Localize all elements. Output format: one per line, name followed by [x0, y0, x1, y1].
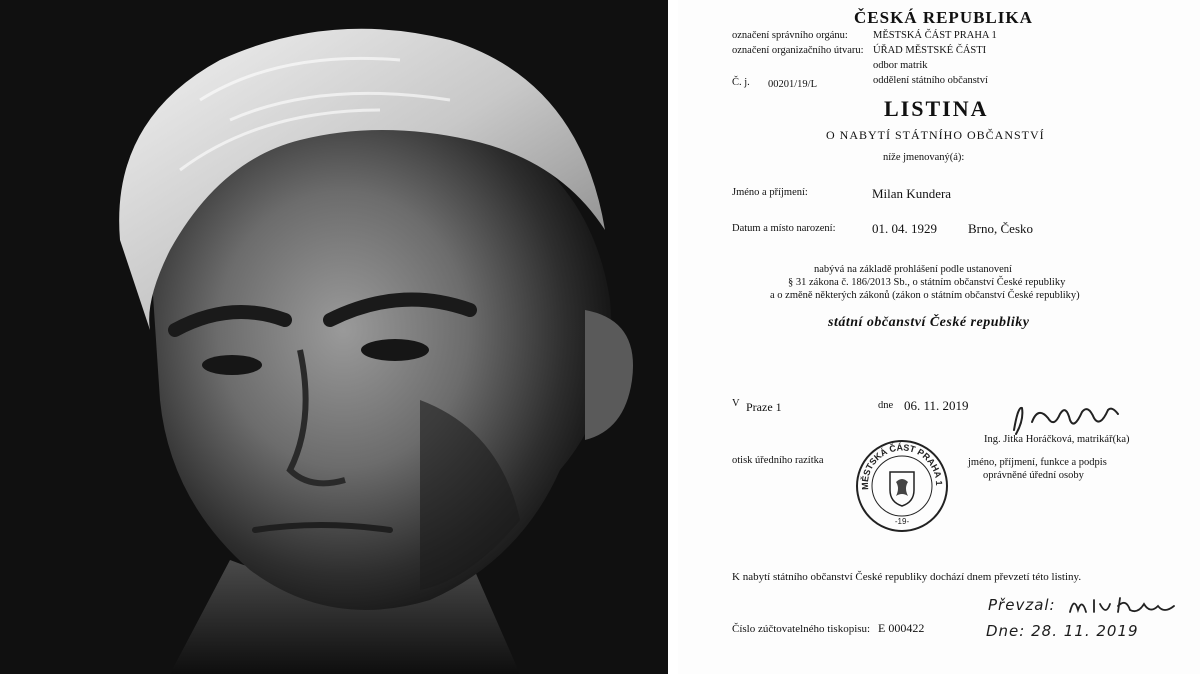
place-label: V [732, 398, 740, 409]
legal-basis-line-2: § 31 zákona č. 186/2013 Sb., o státním občanství České republiky [788, 277, 1066, 288]
acquisition-note: K nabytí státního občanství České republiky dochází dnem převzetí této listiny. [732, 571, 1082, 583]
unit-label: označení organizačního útvaru: [732, 45, 864, 56]
issue-date: 06. 11. 2019 [904, 398, 969, 413]
legal-basis-line-3: a o změně některých zákonů (zákon o státním občanství České republiky) [770, 290, 1080, 301]
recipient-signature [1066, 592, 1186, 620]
received-by-label: Převzal: [988, 596, 1056, 614]
place-value: Praze 1 [746, 400, 782, 414]
citizenship-certificate [678, 0, 1200, 674]
legal-basis-line-1: nabývá na základě prohlášení podle ustanovení [814, 264, 1012, 275]
date-label: dne [878, 400, 894, 411]
citizenship-granted: státní občanství České republiky [828, 315, 1030, 330]
authority-value: MĚSTSKÁ ČÁST PRAHA 1 [873, 30, 997, 41]
svg-text:-19-: -19- [894, 517, 910, 526]
official-stamp [854, 438, 950, 534]
authority-label: označení správního orgánu: [732, 30, 848, 41]
form-number-label: Číslo zúčtovatelného tiskopisu: [732, 623, 871, 635]
birth-date: 01. 04. 1929 [872, 221, 937, 236]
unit-value: ÚŘAD MĚSTSKÉ ČÁSTI [873, 45, 987, 56]
form-number-value: E 000422 [878, 621, 925, 635]
name-label: Jméno a příjmení: [732, 187, 808, 198]
unit-department: odbor matrik [873, 60, 928, 71]
unit-section: oddělení státního občanství [873, 75, 988, 86]
official-caption-line-1: jméno, příjmení, funkce a podpis [968, 457, 1107, 468]
document-title: LISTINA [884, 96, 989, 121]
birth-label: Datum a místo narození: [732, 223, 836, 234]
official-name: Ing. Jitka Horáčková, matrikář(ka) [984, 434, 1130, 445]
name-value: Milan Kundera [872, 186, 952, 201]
received-date: Dne: 28. 11. 2019 [986, 622, 1139, 640]
reference-label: Č. j. [732, 77, 750, 88]
document-subtitle: O NABYTÍ STÁTNÍHO OBČANSTVÍ [826, 128, 1045, 142]
intro-text: níže jmenovaný(á): [883, 152, 965, 163]
birth-place: Brno, Česko [968, 221, 1033, 236]
reference-value: 00201/19/L [768, 79, 817, 90]
stamp-label: otisk úředního razítka [732, 455, 824, 466]
svg-text:MĚSTSKÁ ČÁST PRAHA 1: MĚSTSKÁ ČÁST PRAHA 1 [859, 442, 945, 491]
country-heading: ČESKÁ REPUBLIKA [854, 8, 1033, 27]
official-caption-line-2: oprávněné úřední osoby [983, 470, 1084, 481]
